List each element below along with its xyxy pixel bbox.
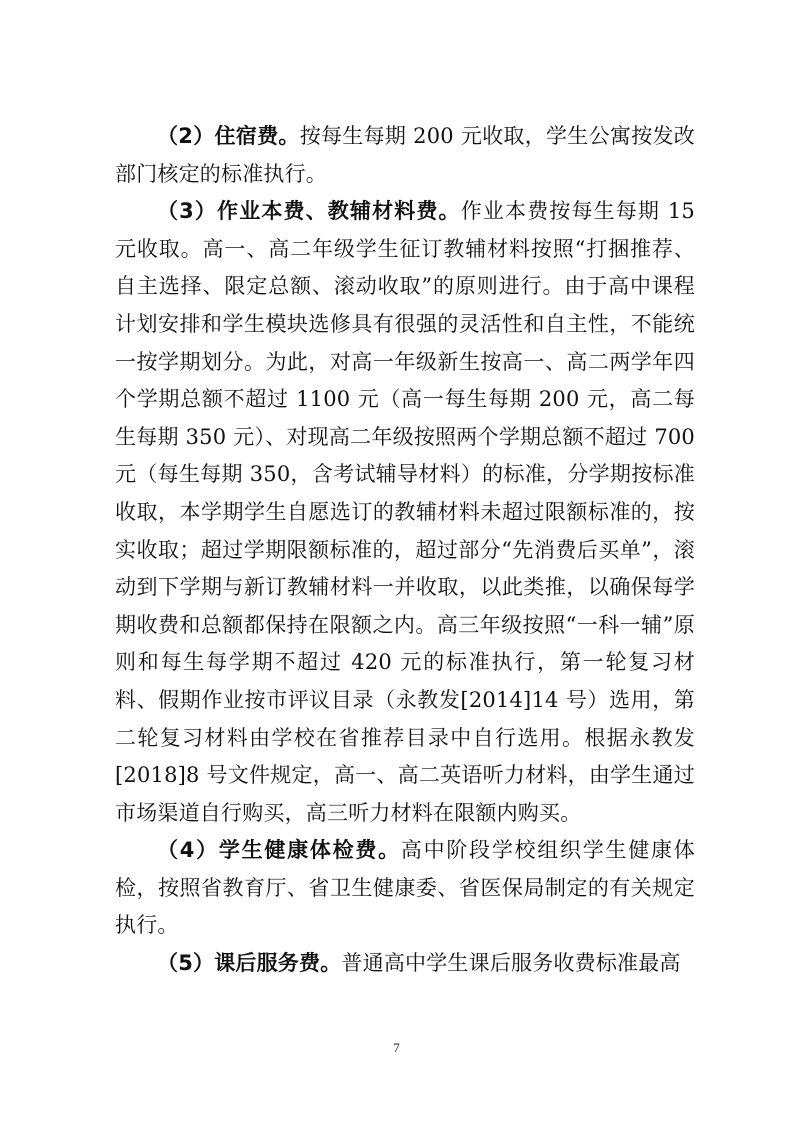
paragraph-heading: （4）学生健康体检费。 <box>157 838 401 863</box>
paragraph-after-school-fee <box>115 945 695 983</box>
paragraph-text: 高中阶段学校组织学生健康体检，按照省教育厅、省卫生健康委、省医保局制定的有关规定执行。 <box>115 838 695 938</box>
paragraph-accommodation-fee <box>115 118 695 193</box>
paragraph-materials-fee <box>115 193 695 832</box>
paragraph-text: 作业本费按每生每期 15 元收取。高一、高二年级学生征订教辅材料按照“打捆推荐、自主选择、限定总额、滚动收取”的原则进行。由于高中课程计划安排和学生模块选修具有很强的灵活性和自主性，不能统一按学期划分。为此，对高一年级新生按高一、高二两学年四个学期总额不超过 1100 元（高一每生每期 200 元，高二每生每期 350 元）、对现高二年级按照两个学期总额不超过 700 元（每生每期 350，含考试辅导材料）的标准，分学期按标准收取，本学期学生自愿选订的教辅材料未超过限额标准的，按实收取；超过学期限额标准的，超过部分“先消费后买单”，滚动到下学期与新订教辅材料一并收取，以此类推，以确保每学期收费和总额都保持在限额之内。高三年级按照“一科一辅”原则和每生每学期不超过 420 元的标准执行，第一轮复习材料、假期作业按市评议目录（永教发[2014]14 号）选用，第二轮复习材料由学校在省推荐目录中自行选用。根据永教发[2018]8 号文件规定，高一、高二英语听力材料，由学生通过市场渠道自行购买，高三听力材料在限额内购买。 <box>115 199 695 825</box>
paragraph-heading: （5）课后服务费。 <box>157 951 342 976</box>
paragraph-health-check-fee <box>115 832 695 945</box>
page-number: 7 <box>393 1040 400 1055</box>
paragraph-heading: （3）作业本费、教辅材料费。 <box>157 199 461 224</box>
document-body <box>115 118 695 983</box>
paragraph-text: 按每生每期 200 元收取，学生公寓按发改部门核定的标准执行。 <box>115 124 695 186</box>
paragraph-heading: （2）住宿费。 <box>157 124 300 148</box>
paragraph-text: 普通高中学生课后服务收费标准最高 <box>341 951 681 976</box>
